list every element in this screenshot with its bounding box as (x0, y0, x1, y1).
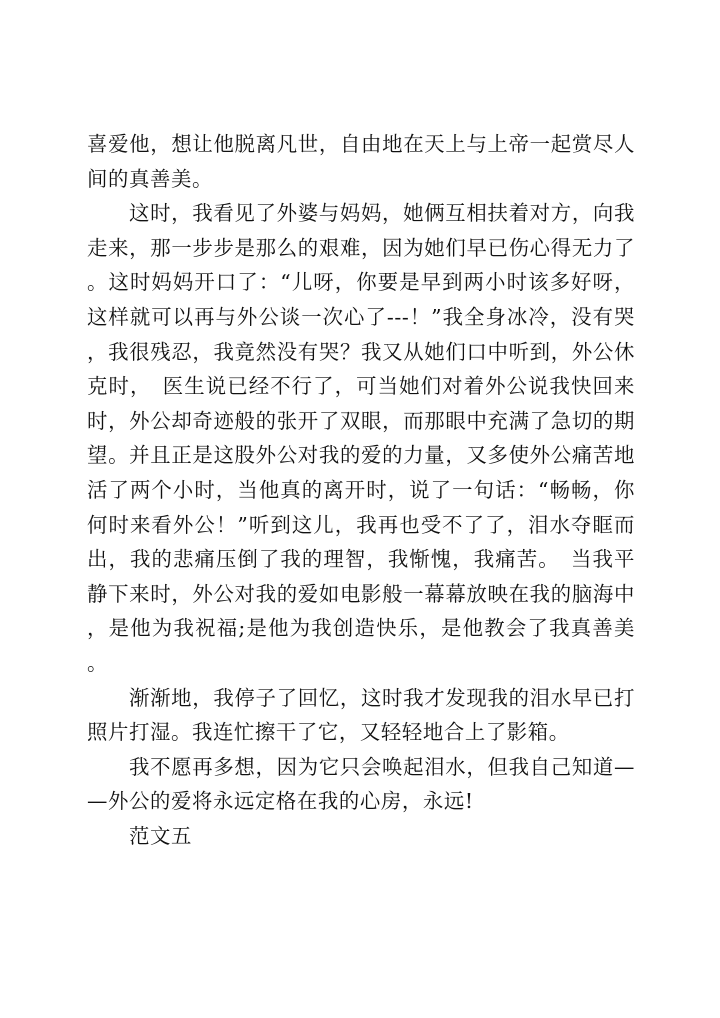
document-body (87, 127, 635, 853)
paragraph-3: 渐渐地，我停子了回忆，这时我才发现我的泪水早已打照片打湿。我连忙擦干了它，又轻轻地合上了影箱。 (87, 685, 635, 745)
section-heading-fanwen-5: 范文五 (129, 823, 192, 848)
paragraph-4: 我不愿再多想，因为它只会唤起泪水，但我自己知道——外公的爱将永远定格在我的心房，永远! (87, 754, 635, 814)
paragraph-1: 喜爱他，想让他脱离凡世，自由地在天上与上帝一起赏尽人间的真善美。 (87, 132, 635, 191)
paragraph-2: 这时，我看见了外婆与妈妈，她俩互相扶着对方，向我走来，那一步步是那么的艰难，因为她们早已伤心得无力了。这时妈妈开口了：“儿呀，你要是早到两小时该多好呀，这样就可以再与外公谈一次心了---！”我全身冰冷，没有哭，我很残忍，我竟然没有哭？我又从她们口中听到，外公休克时， 医生说已经不行了，可当她们对着外公说我快回来时，外公却奇迹般的张开了双眼，而那眼中充满了急切的期望。并且正是这股外公对我的爱的力量，又多使外公痛苦地活了两个小时，当他真的离开时，说了一句话：“畅畅，你何时来看外公！”听到这儿，我再也受不了了，泪水夺眶而出，我的悲痛压倒了我的理智，我惭愧，我痛苦。 当我平静下来时，外公对我的爱如电影般一幕幕放映在我的脑海中，是他为我祝福;是他为我创造快乐，是他教会了我真善美。 (87, 201, 635, 675)
